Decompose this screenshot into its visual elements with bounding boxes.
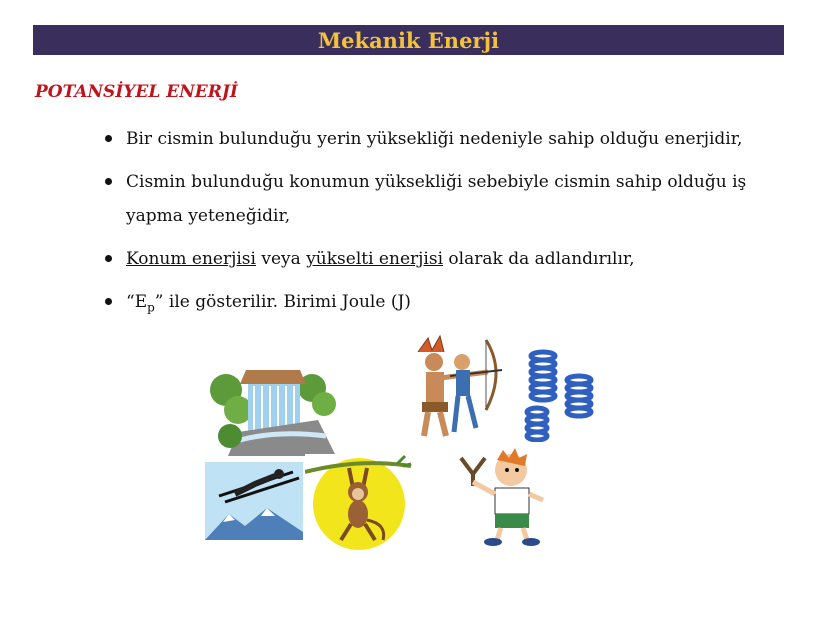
bullet-text: ” ile gösterilir. Birimi Joule (J): [154, 292, 411, 312]
bullet-item: [105, 242, 785, 276]
bullet-icon: [105, 178, 112, 185]
bullet-icon: [105, 135, 112, 142]
title-bar: [33, 25, 784, 55]
bullet-item: [105, 285, 785, 324]
term-konum-enerjisi: Konum enerjisi: [126, 249, 256, 269]
boy-with-slingshot-icon: [455, 444, 551, 548]
springs-icon: [513, 346, 609, 442]
bullet-text: veya: [255, 249, 307, 269]
monkey-on-branch-icon: [305, 454, 413, 550]
bullet-text: Bir cismin bulunduğu yerin yüksekliği nedeniyle sahip olduğu enerjidir,: [126, 129, 743, 149]
archer-icon: [410, 332, 505, 444]
subscript-p: p: [147, 300, 155, 315]
bullet-text: Cismin bulunduğu konumun yüksekliği sebebiyle cismin sahip olduğu iş yapma yeteneğidir,: [126, 172, 747, 226]
page-title: Mekanik Enerji: [317, 27, 500, 53]
section-heading: POTANSİYEL ENERJİ: [35, 82, 238, 102]
illustration-collage: [205, 330, 610, 550]
bullet-text: olarak da adlandırılır,: [443, 249, 635, 269]
bullet-text: “E: [126, 292, 148, 312]
ski-jumper-icon: [205, 462, 303, 540]
bullet-item: [105, 122, 785, 156]
bullet-item: [105, 165, 785, 233]
bullet-icon: [105, 298, 112, 305]
bullet-icon: [105, 255, 112, 262]
bullet-list: [105, 122, 785, 333]
term-yukselti-enerjisi: yükselti enerjisi: [306, 249, 444, 269]
waterfall-dam-icon: [208, 360, 336, 460]
